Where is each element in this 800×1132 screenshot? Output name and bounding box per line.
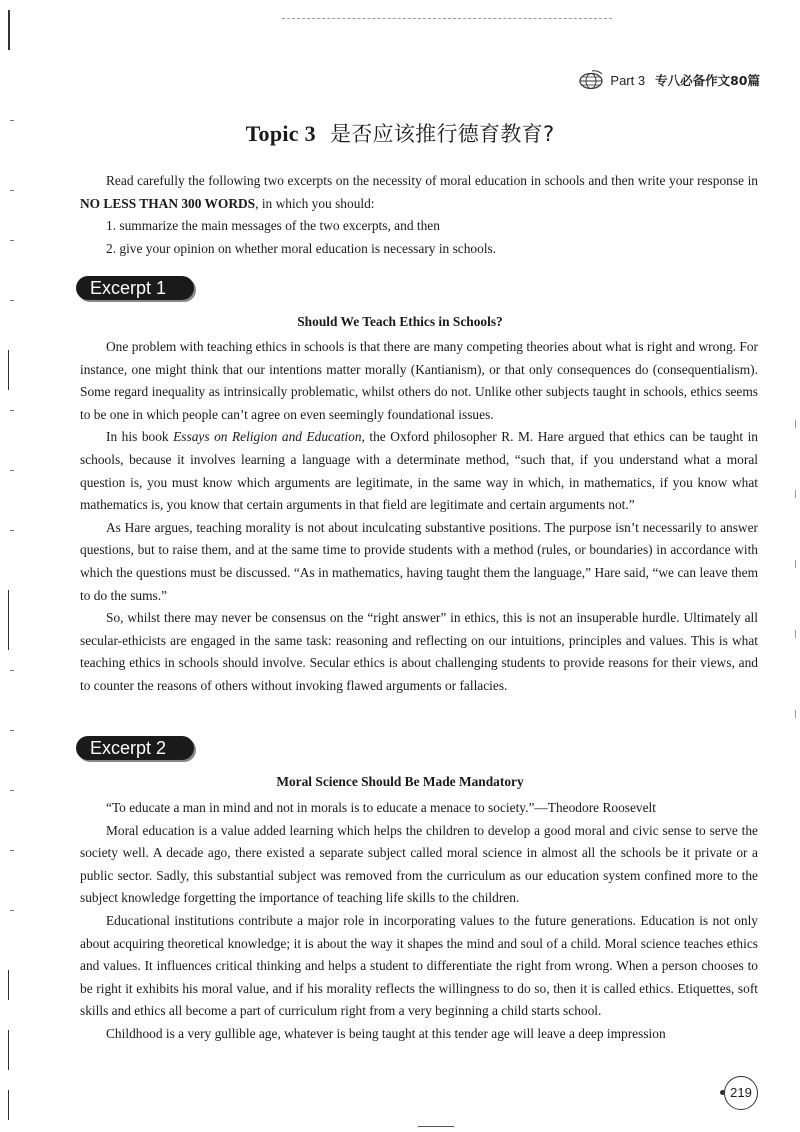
book-title: Essays on Religion and Education bbox=[173, 429, 362, 445]
top-dashed-rule bbox=[282, 18, 612, 19]
paragraph: Childhood is a very gullible age, whatever is being taught at this tender age will leave a deep impression bbox=[106, 1025, 666, 1041]
instructions-text bbox=[80, 170, 758, 215]
paragraph: Educational institutions contribute a major role in incorporating values to the future generations. Education is not only about acquiring theoretical knowledge; it is about the way it shapes the mind and soul of a child. Moral science teaches ethics and values. It influences critical thinking and helps a student to differentiate the right from wrong. When a person chooses to be right it exhibits his moral value, and if his morality reflects the willingness to do so, then it is called ethics. Etiquettes, soft skills and ethics all become a part of curriculum right from a very beginning a child starts school. bbox=[80, 912, 758, 1019]
page-number: 219 bbox=[724, 1076, 758, 1110]
instructions bbox=[80, 170, 758, 260]
word-count-requirement: NO LESS THAN 300 WORDS bbox=[80, 195, 256, 211]
paragraph: So, whilst there may never be consensus on the “right answer” in ethics, this is not an insuperable hurdle. Ultimately all secular-ethicists are engaged in the same task: reasoning and reflecting on our intuitions, principles and values. This is what teaching ethics in schools should involve. Secular ethics is about challenging students to provide reasons for their views, and to counter the reasons of others without invoking flawed arguments or fallacies. bbox=[80, 610, 758, 693]
excerpt1-body bbox=[80, 336, 758, 698]
paragraph: As Hare argues, teaching morality is not about inculcating substantive positions. The purpose isn’t necessarily to answer questions, but to raise them, and at the same time to provide students with a method (rules, or boundaries) in accordance with which the questions must be discussed. “As in mathematics, having taught them the language,” Hare said, “we can leave them to do the sums.” bbox=[80, 519, 758, 603]
excerpt2-badge bbox=[76, 736, 194, 760]
excerpt1-heading: Should We Teach Ethics in Schools? bbox=[297, 314, 503, 329]
excerpt1-badge-label: Excerpt 1 bbox=[90, 278, 167, 298]
instructions-post: , in which you should: bbox=[255, 195, 375, 211]
right-margin-marks bbox=[795, 420, 798, 740]
running-header bbox=[578, 70, 760, 90]
excerpt1-badge bbox=[76, 276, 194, 300]
task-list bbox=[80, 215, 758, 260]
bottom-rule bbox=[418, 1126, 454, 1127]
globe-icon bbox=[578, 70, 604, 90]
paragraph-segment: , the Oxford philosopher R. M. Hare argued that ethics can be taught in schools, because it involves learning a language with a determinate method, “such that, if you understand what a moral question is, you must know which arguments are legitimate, in the same way in which, in mathematics, if you know what mathematics is, you know that certain arguments in that field are legitimate and certain arguments not.” bbox=[80, 429, 759, 513]
quote-paragraph: “To educate a man in mind and not in morals is to educate a menace to society.”—Theodore Roosevelt bbox=[106, 800, 657, 815]
topic-label: Topic 3 bbox=[245, 121, 316, 146]
excerpt2-badge-label: Excerpt 2 bbox=[90, 738, 167, 758]
excerpt2-body bbox=[80, 797, 758, 1046]
paragraph-segment: In his book bbox=[106, 429, 174, 445]
task-item: 1. summarize the main messages of the two excerpts, and then bbox=[106, 218, 440, 234]
topic-chinese-title: 是否应该推行德育教育? bbox=[329, 122, 555, 146]
paragraph: One problem with teaching ethics in schools is that there are many competing theories about what is right and wrong. For instance, one might think that our intentions matter morally (Kantianism), or that only consequences do (consequentialism). Some regard inequality as intrinsically problematic, whilst others do not. Unlike other subjects taught in schools, ethics seems to be one in which people can’t agree on even seemingly foundational issues. bbox=[80, 339, 758, 422]
header-part-label: Part 3 bbox=[610, 72, 646, 88]
left-binding-marks bbox=[4, 10, 18, 1120]
task-item: 2. give your opinion on whether moral education is necessary in schools. bbox=[106, 240, 497, 256]
paragraph: Moral education is a value added learning which helps the children to develop a good moral and civic sense to serve the society well. A decade ago, there existed a separate subject called moral science in almost all the schools be it private or a public sector. Sadly, this substantial subject was removed from the curriculum as our education system confined more to the subject knowledge forgetting the importance of teaching life skills to the children. bbox=[80, 822, 758, 906]
excerpt2-heading: Moral Science Should Be Made Mandatory bbox=[276, 774, 524, 789]
instructions-pre: Read carefully the following two excerpts on the necessity of moral education in schools and then write your response in bbox=[106, 173, 758, 188]
page-title bbox=[0, 118, 800, 148]
paragraph bbox=[80, 426, 758, 516]
header-book-title: 专八必备作文80篇 bbox=[655, 73, 760, 88]
